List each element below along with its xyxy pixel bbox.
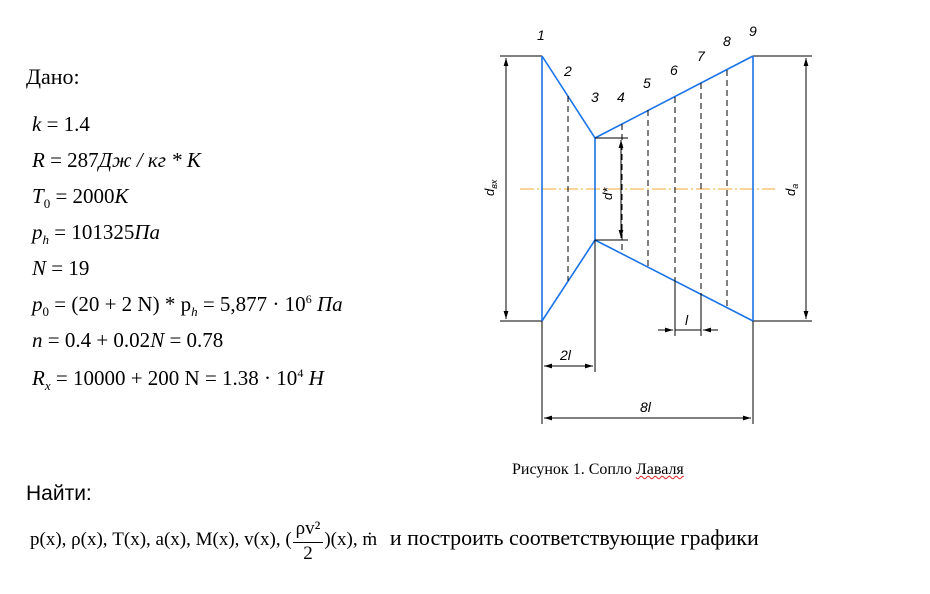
section-number-2: 2 [564,63,572,79]
label-8l: 8l [640,399,651,415]
formula-N: N = 19 [32,256,90,280]
label-d-throat: d* [600,187,615,200]
section-number-7: 7 [697,48,705,64]
formula-p0: $p_0 = (20 + 2$ $N) * p_h = 5,877 \cdot 10^6$ Па [32,292,343,320]
formula-n: n = 0.4 + 0.02N = 0.78 [32,328,224,352]
label-d-in: $d_{вх}$ [482,179,499,196]
section-number-8: 8 [723,33,731,49]
section-numbers [537,23,757,105]
label-d-out: $d_a$ [783,183,800,196]
find-tail: )(x), ṁ [324,528,378,550]
kinetic-fraction: $\frac{\text{ρv²}}{2}$ [293,516,324,565]
find-task: и построить соответствующие графики [389,524,759,550]
section-number-9: 9 [749,23,757,39]
figure-caption: Рисунок 1. Сопло Лаваля [512,461,684,478]
formula-T0: $T_0 = 2000K$ [32,184,129,212]
label-2l: 2l [560,347,571,363]
section-number-4: 4 [617,89,625,105]
formula-ph: $p_h = 101325Па$ [32,220,161,248]
given-heading: Дано: [26,64,80,89]
find-functions: p(x), ρ(x), T(x), a(x), M(x), v(x), ( [30,528,292,550]
section-number-5: 5 [643,75,651,91]
formula-k: k = 1.4 [32,112,90,136]
label-l: l [685,312,689,328]
formula-R: R = 287Дж / кг * К [32,148,201,172]
section-number-1: 1 [537,27,545,43]
section-number-3: 3 [591,89,599,105]
diverging-wall-bottom [595,240,753,321]
find-heading: Найти: [26,482,92,505]
formula-Rx: $R_x = 10000 + 200$ $N = 1.38 \cdot 10^4$ H [32,366,324,394]
section-number-6: 6 [670,62,678,78]
